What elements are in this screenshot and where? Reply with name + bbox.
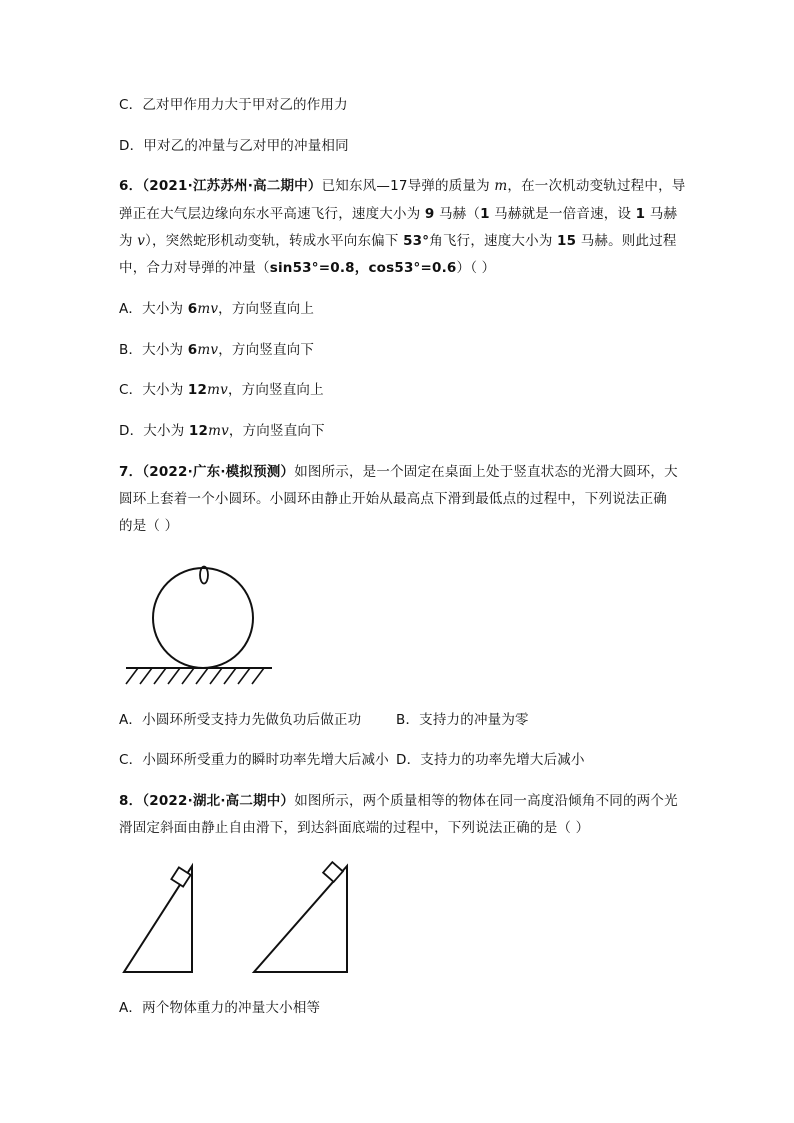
q6-option-c-label: C．大小为 [119, 382, 188, 398]
q6-option-a-num: 6 [187, 301, 198, 317]
q6-line-4 [119, 259, 495, 277]
q8-source: （2022·湖北·高二期中） [142, 793, 295, 809]
q7-figure [120, 560, 280, 690]
q6-option-a-label: A．大小为 [119, 301, 188, 317]
q7-line-3: 的是（ ） [119, 518, 179, 534]
q6-option-c-num: 12 [187, 382, 208, 398]
q6-text-2e: 马赫就是一倍音速，设 [489, 206, 636, 222]
prev-option-c: C．乙对甲作用力大于甲对乙的作用力 [119, 97, 348, 113]
q6-option-c [119, 381, 324, 399]
q6-text-3f: 马赫。则此过程 [576, 233, 677, 249]
q6-text-3d: 角飞行，速度大小为 [429, 233, 558, 249]
q6-option-c-var: mv [207, 382, 228, 398]
q6-source: （2021·江苏苏州·高二期中） [142, 178, 322, 194]
q8-number: 8． [119, 793, 143, 809]
q7-option-d: D．支持力的功率先增大后减小 [396, 752, 585, 768]
prev-option-d: D．甲对乙的冲量与乙对甲的冲量相同 [119, 138, 349, 154]
q6-text-4c: ）（ ） [456, 260, 496, 276]
q6-option-d-var: mv [208, 423, 229, 439]
q8-figure [118, 860, 368, 980]
q6-option-b-num: 6 [187, 342, 198, 358]
q7-source: （2022·广东·模拟预测） [142, 464, 295, 480]
q7-number: 7． [119, 464, 143, 480]
q6-option-b-tail: ，方向竖直向下 [218, 342, 315, 358]
q6-text-3e: 15 [557, 233, 577, 249]
q6-option-b-var: mv [197, 342, 219, 358]
q6-option-a-tail: ，方向竖直向上 [218, 301, 315, 317]
q6-text-1: 已知东风—17导弹的质量为 [321, 178, 495, 194]
q6-option-b-label: B．大小为 [119, 342, 188, 358]
q7-text-1: 如图所示，是一个固定在桌面上处于竖直状态的光滑大圆环，大 [294, 464, 678, 480]
block-steep [171, 867, 190, 886]
q6-number: 6． [119, 178, 143, 194]
q6-text-3b: ），突然蛇形机动变轨，转成水平向东偏下 [145, 233, 404, 249]
q6-text-4a: 中，合力对导弹的冲量（ [119, 260, 270, 276]
q7-option-b: B．支持力的冲量为零 [396, 712, 529, 728]
block-gentle [323, 862, 343, 882]
q6-text-3c: 53° [403, 233, 430, 249]
q8-line-1 [119, 792, 678, 810]
incline-steep [124, 866, 192, 972]
q6-option-d-num: 12 [188, 423, 209, 439]
q6-text-2d: 1 [480, 206, 490, 222]
q6-line-1 [119, 177, 685, 195]
q6-option-b [119, 341, 314, 359]
q7-option-c: C．小圆环所受重力的瞬时功率先增大后减小 [119, 752, 389, 768]
q7-option-a: A．小圆环所受支持力先做负功后做正功 [119, 712, 362, 728]
q6-option-d-label: D．大小为 [119, 423, 189, 439]
q7-line-1 [119, 463, 678, 481]
q6-option-c-tail: ，方向竖直向上 [227, 382, 324, 398]
q6-text-2f: 1 [635, 206, 646, 222]
table-hatching [126, 668, 264, 684]
q6-var-v: v [137, 233, 146, 249]
q8-text-1: 如图所示，两个质量相等的物体在同一高度沿倾角不同的两个光 [294, 793, 678, 809]
q8-line-2: 滑固定斜面由静止自由滑下，到达斜面底端的过程中，下列说法正确的是（ ） [119, 820, 590, 836]
incline-gentle [254, 862, 347, 972]
q8-option-a: A．两个物体重力的冲量大小相等 [119, 1000, 321, 1016]
q6-text-2g: 马赫 [645, 206, 678, 222]
q6-var-m: m [494, 178, 508, 194]
q6-text-1-end: ，在一次机动变轨过程中，导 [507, 178, 686, 194]
q7-line-2: 圆环上套着一个小圆环。小圆环由静止开始从最高点下滑到最低点的过程中，下列说法正确 [119, 491, 667, 507]
q6-option-a [119, 300, 314, 318]
q6-option-d-tail: ，方向竖直向下 [228, 423, 325, 439]
q6-line-2 [119, 205, 677, 223]
q6-option-d [119, 422, 325, 440]
q6-text-2a: 弹正在大气层边缘向东水平高速飞行，速度大小为 [119, 206, 425, 222]
q6-text-2c: 马赫（ [434, 206, 481, 222]
q6-text-3a: 为 [119, 233, 138, 249]
q6-text-2b: 9 [424, 206, 435, 222]
q6-text-4b: sin53°=0.8，cos53°=0.6 [269, 260, 457, 276]
q6-line-3 [119, 232, 677, 250]
q6-option-a-var: mv [197, 301, 219, 317]
small-ring [200, 567, 208, 584]
